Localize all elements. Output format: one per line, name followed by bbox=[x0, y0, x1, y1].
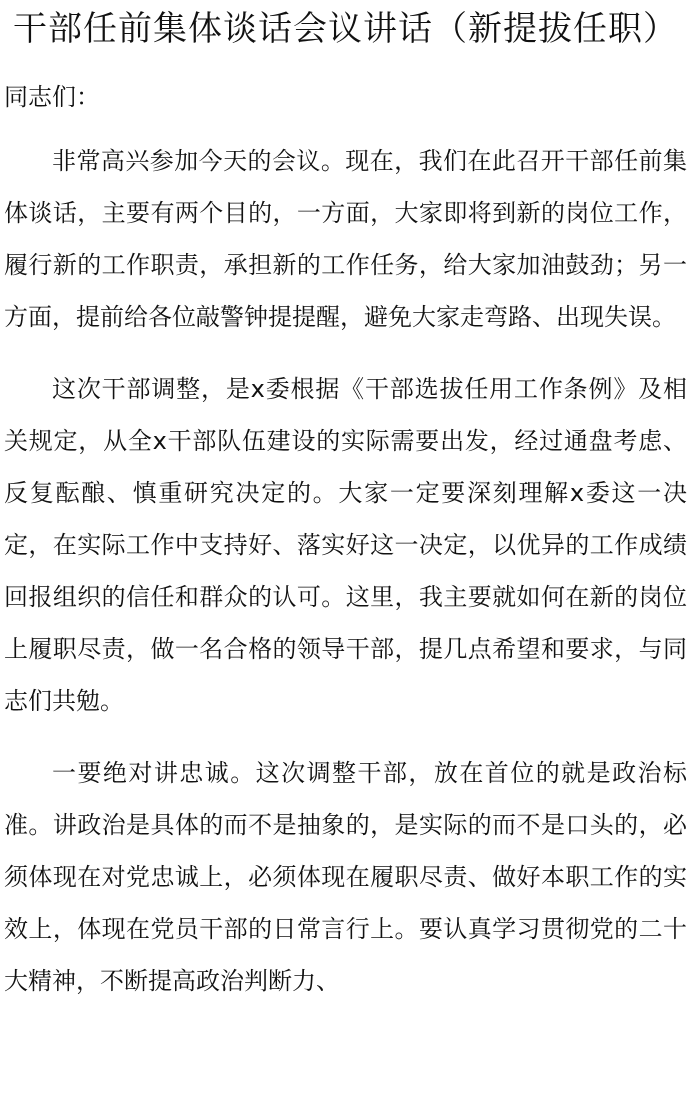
paragraph-loyalty: 一要绝对讲忠诚。这次调整干部，放在首位的就是政治标准。讲政治是具体的而不是抽象的，是实际的而不是口头的，必须体现在对党忠诚上，必须体现在履职尽责、做好本职工作的实效上，体现在党员干部的日常言行上。要认真学习贯彻党的二十大精神，不断提高政治判断力、 bbox=[4, 759, 687, 995]
paragraph-opening: 非常高兴参加今天的会议。现在，我们在此召开干部任前集体谈话，主要有两个目的，一方面，大家即将到新的岗位工作，履行新的工作职责，承担新的工作任务，给大家加油鼓劲；另一方面，提前给各位敲警钟提提醒，避免大家走弯路、出现失误。 bbox=[4, 147, 687, 331]
document-title: 干部任前集体谈话会议讲话（新提拔任职） bbox=[13, 9, 678, 49]
salutation: 同志们： bbox=[4, 83, 100, 111]
paragraph-adjustment: 这次干部调整，是x委根据《干部选拔任用工作条例》及相关规定，从全x干部队伍建设的实际需要出发，经过通盘考虑、反复酝酿、慎重研究决定的。大家一定要深刻理解x委这一决定，在实际工作中支持好、落实好这一决定，以优异的工作成绩回报组织的信任和群众的认可。这里，我主要就如何在新的岗位上履职尽责，做一名合格的领导干部，提几点希望和要求，与同志们共勉。 bbox=[4, 375, 687, 715]
